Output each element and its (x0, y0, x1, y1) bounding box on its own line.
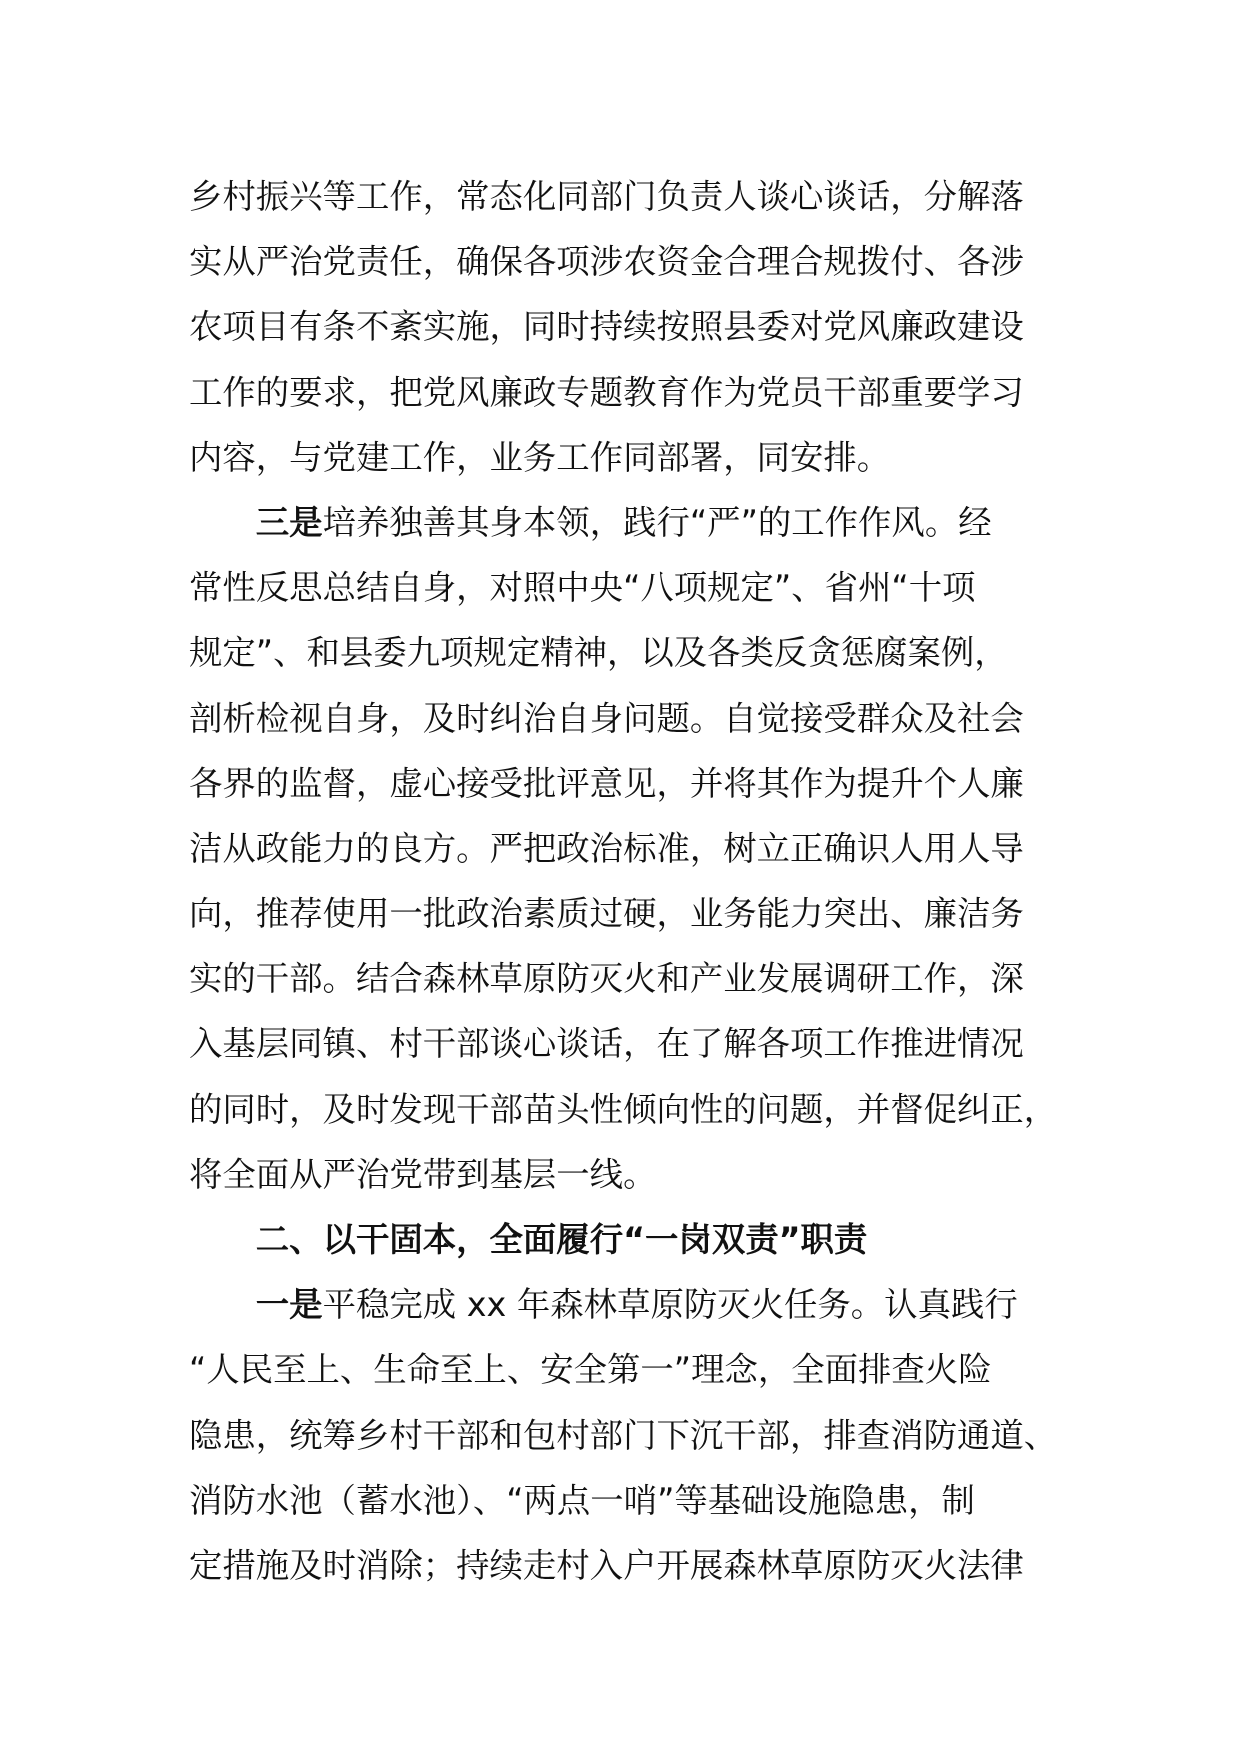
section-heading: 二、以干固本，全面履行“一岗双责”职责 (255, 1220, 868, 1259)
text-line: 内容，与党建工作，业务工作同部署，同安排。 (189, 437, 891, 477)
text-line: 实从严治党责任，确保各项涉农资金合理合规拨付、各涉 (189, 242, 1024, 282)
text-line: 将全面从严治党带到基层一线。 (189, 1154, 657, 1194)
document-body (189, 164, 1059, 1598)
paragraph-first-line (189, 490, 1059, 555)
text-line: 定措施及时消除；持续走村入户开展森林草原防灭火法律 (189, 1545, 1024, 1585)
paragraph-lead: 一是 (255, 1285, 323, 1325)
text-line: 洁从政能力的良方。严把政治标准，树立正确识人用人导 (189, 828, 1024, 868)
text-line: 消防水池（蓄水池）、“两点一哨”等基础设施隐患，制 (189, 1480, 975, 1520)
text-line: 农项目有条不紊实施，同时持续按照县委对党风廉政建设 (189, 307, 1024, 347)
text-line: 实的干部。结合森林草原防灭火和产业发展调研工作，深 (189, 959, 1024, 999)
paragraph-lead: 三是 (255, 502, 323, 542)
paragraph-first-line (189, 1272, 1059, 1337)
text-line: 入基层同镇、村干部谈心谈话，在了解各项工作推进情况 (189, 1024, 1024, 1064)
text-line: 向，推荐使用一批政治素质过硬，业务能力突出、廉洁务 (189, 894, 1024, 934)
text-segment: 培养独善其身本领，践行“严”的工作作风。经 (322, 502, 992, 542)
text-line: 工作的要求，把党风廉政专题教育作为党员干部重要学习 (189, 372, 1024, 412)
text-line: 各界的监督，虚心接受批评意见，并将其作为提升个人廉 (189, 763, 1024, 803)
text-line: 常性反思总结自身，对照中央“八项规定”、省州“十项 (189, 568, 976, 608)
text-segment: 平稳完成 xx 年森林草原防灭火任务。认真践行 (322, 1285, 1018, 1325)
text-line: 规定”、和县委九项规定精神，以及各类反贪惩腐案例， (189, 633, 1008, 673)
text-line: 隐患，统筹乡村干部和包村部门下沉干部，排查消防通道、 (189, 1415, 1058, 1455)
text-line: “人民至上、生命至上、安全第一”理念，全面排查火险 (189, 1350, 992, 1390)
text-line: 剖析检视自身，及时纠治自身问题。自觉接受群众及社会 (189, 698, 1024, 738)
text-line: 的同时，及时发现干部苗头性倾向性的问题，并督促纠正， (189, 1089, 1058, 1129)
text-line: 乡村振兴等工作，常态化同部门负责人谈心谈话，分解落 (189, 177, 1024, 216)
